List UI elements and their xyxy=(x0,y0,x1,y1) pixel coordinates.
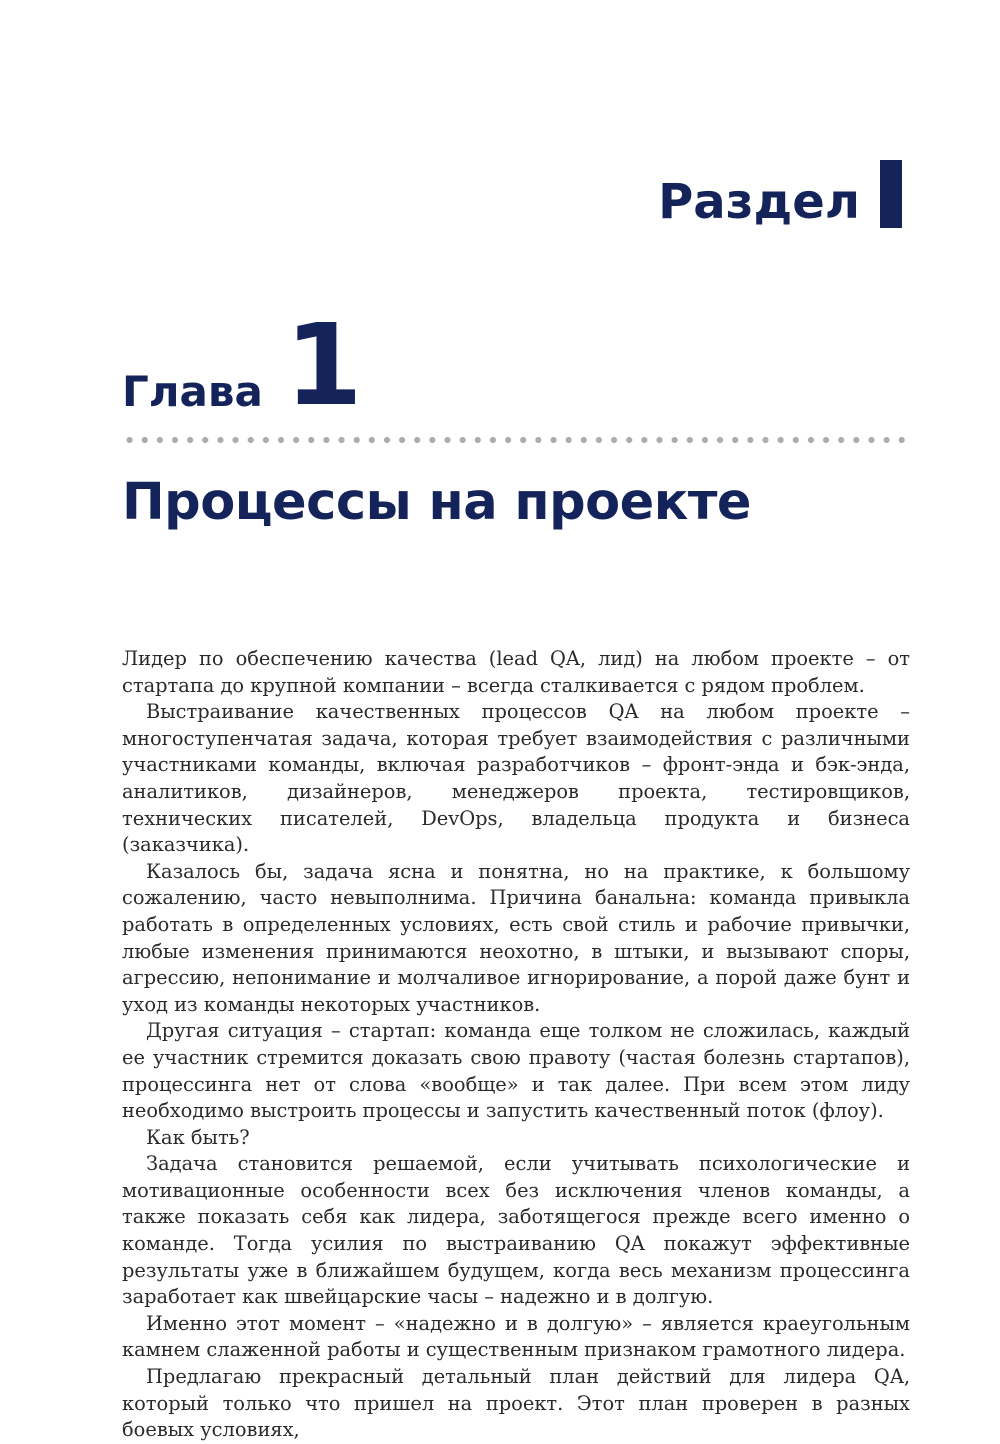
paragraph: Как быть? xyxy=(146,1125,250,1149)
paragraph: Именно этот момент – «надежно и в долгую» – является краеугольным камнем слаженной работы и существенным признаком грамотного лидера. xyxy=(122,1311,910,1362)
paragraph: Казалось бы, задача ясна и понятна, но на практике, к большому сожалению, часто невыполнима. Причина банальна: команда привыкла работать в определенных условиях, есть свой стиль и рабочие привычки, любые изменения принимаются неохотно, в штыки, и вызывают споры, агрессию, непонимание и молчаливое игнорирование, а порой даже бунт и уход из команды некоторых участников. xyxy=(122,859,910,1016)
section-numeral-bar xyxy=(880,160,902,228)
chapter-number: 1 xyxy=(284,301,363,431)
section-header xyxy=(658,160,902,228)
paragraph: Другая ситуация – стартап: команда еще толком не сложилась, каждый ее участник стремится доказать свою правоту (частая болезнь стартапов), процессинга нет от слова «вообще» и так далее. При всем этом лиду необходимо выстроить процессы и запустить качественный поток (флоу). xyxy=(122,1019,910,1123)
chapter-label: Глава xyxy=(122,366,263,416)
paragraph: Лидер по обеспечению качества (lead QA, лид) на любом проекте – от стартапа до крупной компании – всегда сталкивается с рядом проблем. xyxy=(122,647,910,697)
paragraph: Предлагаю прекрасный детальный план действий для лидера QA, который только что пришел на проект. Этот план проверен в разных боевых условиях, xyxy=(122,1365,910,1442)
chapter-title: Процессы на проекте xyxy=(122,473,751,532)
dotted-divider xyxy=(122,436,910,444)
chapter-header xyxy=(122,301,363,431)
paragraph: Задача становится решаемой, если учитывать психологические и мотивационные особенности всех без исключения членов команды, а также показать себя как лидера, заботящегося прежде всего именно о команде. Тогда усилия по выстраиванию QA покажут эффективные результаты уже в ближайшем будущем, когда весь механизм процессинга заработает как швейцарские часы – надежно и в долгую. xyxy=(122,1152,910,1309)
body-text xyxy=(122,646,910,1444)
section-label: Раздел xyxy=(658,174,860,230)
paragraph: Выстраивание качественных процессов QA на любом проекте – многоступенчатая задача, которая требует взаимодействия с различными участниками команды, включая разработчиков – фронт-энда и бэк-энда, аналитиков, дизайнеров, менеджеров проекта, тестировщиков, технических писателей, DevOps, владельца продукта и бизнеса (заказчика). xyxy=(122,700,910,857)
